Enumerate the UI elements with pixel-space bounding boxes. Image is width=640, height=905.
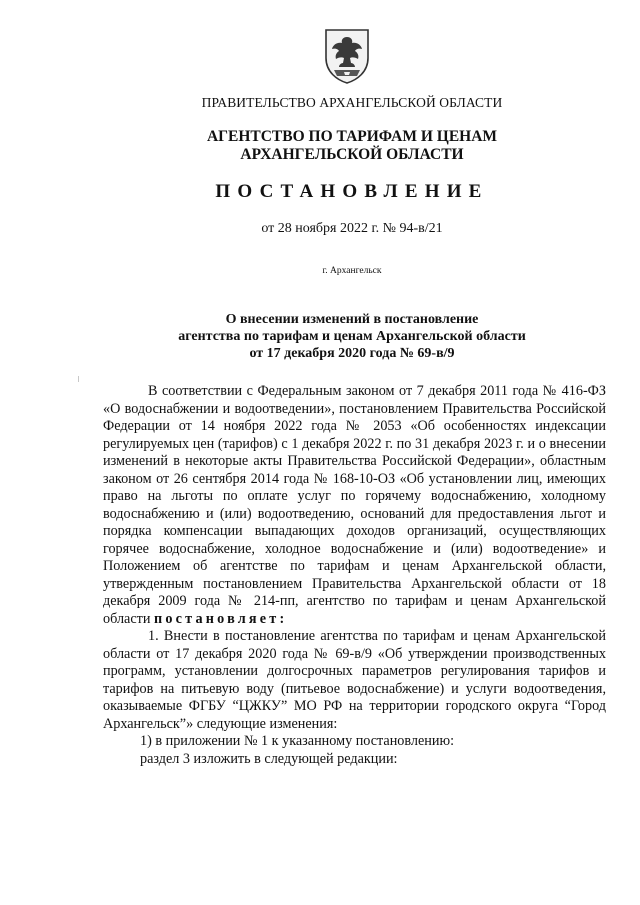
- date-number: от 28 ноября 2022 г. № 94-в/21: [261, 221, 443, 236]
- document-body: [103, 383, 606, 768]
- document-subject: [0, 311, 640, 362]
- margin-mark: [78, 376, 79, 382]
- coat-of-arms-icon: [322, 28, 372, 84]
- preamble-paragraph: [103, 383, 606, 628]
- subject-line1: О внесении изменений в постановление: [225, 312, 479, 327]
- agency-name-line2: АРХАНГЕЛЬСКОЙ ОБЛАСТИ: [240, 146, 464, 163]
- sub-point-2: раздел 3 изложить в следующей редакции:: [140, 750, 398, 767]
- sub-point-1: 1) в приложении № 1 к указанному постановлению:: [140, 733, 455, 749]
- government-name: ПРАВИТЕЛЬСТВО АРХАНГЕЛЬСКОЙ ОБЛАСТИ: [201, 95, 503, 110]
- document-type: ПОСТАНОВЛЕНИЕ: [215, 181, 489, 202]
- subject-line2: агентства по тарифам и ценам Архангельской области: [178, 329, 526, 344]
- point-1: 1. Внести в постановление агентства по тарифам и ценам Архангельской области от 17 декабря 2020 года № 69-в/9 «Об утверждении производственных программ, установлении долгосрочных параметров регулирования тарифов и тарифов на питьевую воду (питьевое водоснабжение) и услуги водоотведения, оказываемые ФГБУ “ЦЖКУ” МО РФ на территории городского округа “Город Архангельск”» следующие изменения:: [103, 628, 606, 732]
- subject-line3: от 17 декабря 2020 года № 69-в/9: [249, 346, 455, 361]
- city: г. Архангельск: [322, 266, 382, 276]
- agency-name: [0, 128, 640, 164]
- agency-name-line1: АГЕНТСТВО ПО ТАРИФАМ И ЦЕНАМ: [206, 128, 498, 145]
- resolves-word: постановляет:: [153, 610, 288, 627]
- preamble-text: В соответствии с Федеральным законом от 7 декабря 2011 года № 416-ФЗ «О водоснабжении и водоотведении», постановлением Правительства Российской Федерации от 14 ноября 2022 года № 2053 «Об особенностях индексации регулируемых цен (тарифов) с 1 декабря 2022 г. по 31 декабря 2023 г. и о внесении изменений в некоторые акты Правительства Российской Федерации», областным законом от 26 сентября 2014 года № 168-10-ОЗ «Об установлении лиц, имеющих право на льготы по оплате услуг по горячему водоснабжению, холодному водоснабжению и (или) водоотведению, оснований для предоставления льгот и порядка компенсации выпадающих доходов организаций, осуществляющих горячее водоснабжение, холодное водоснабжение и (или) водоотведение» и Положением об агентстве по тарифам и ценам Архангельской области, утвержденным постановлением Правительства Архангельской области от 18 декабря 2009 года № 214-пп, агентство по тарифам и ценам Архангельской области: [103, 383, 606, 627]
